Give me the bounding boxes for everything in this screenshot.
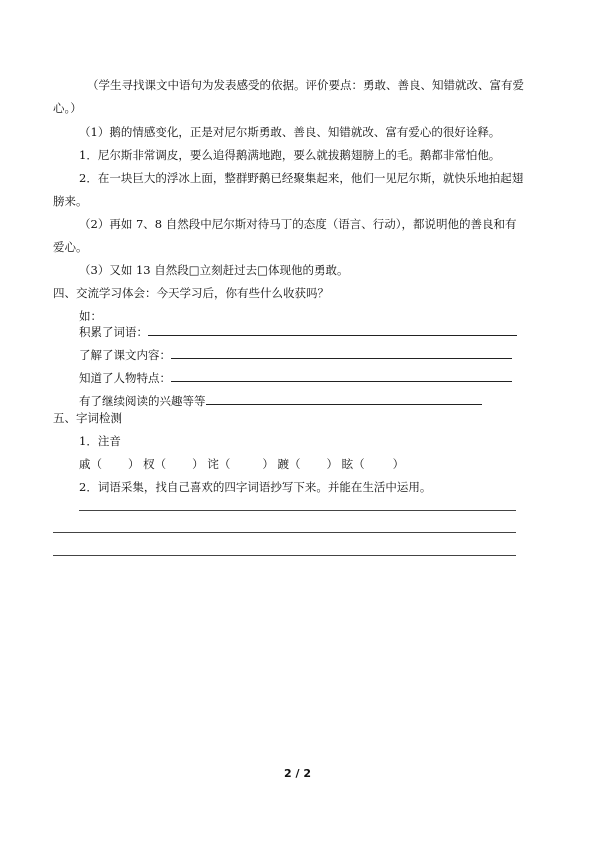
bracket-open: （ <box>288 457 301 471</box>
bracket-close: ） <box>392 457 405 471</box>
answer-line[interactable] <box>171 370 512 382</box>
bracket-open: （ <box>353 457 365 471</box>
paragraph-line: 膀来。 <box>53 194 88 208</box>
pinyin-char: 戚 <box>79 457 91 471</box>
paragraph-line: 心。） <box>53 101 82 115</box>
bracket-close: ） <box>128 457 140 471</box>
fill-in-label: 知道了人物特点： <box>79 371 171 385</box>
bracket-open: （ <box>218 457 231 471</box>
section-heading: 四、交流学习体会：今天学习后，你有些什么收获吗？ <box>53 286 329 300</box>
paragraph-line: （1）鹅的情感变化，正是对尼尔斯勇敢、善良、知错就改、富有爱心的很好诠释。 <box>79 125 501 139</box>
example-label: 如： <box>79 309 102 323</box>
question-label: 1．注音 <box>79 434 121 448</box>
question-label: 2．词语采集，找自己喜欢的四字词语抄写下来。并能在生活中运用。 <box>79 480 432 494</box>
bracket-close: ） <box>192 457 204 471</box>
bracket-close: ） <box>262 457 274 471</box>
answer-line[interactable] <box>53 532 516 533</box>
pinyin-char: 杈 <box>143 457 155 471</box>
page-number: 2 / 2 <box>284 767 311 780</box>
pinyin-row <box>79 457 404 471</box>
fill-in-item <box>79 393 482 408</box>
bracket-open: （ <box>90 457 102 471</box>
paragraph-line: 2．在一块巨大的浮冰上面，整群野鹅已经聚集起来，他们一见尼尔斯，就快乐地拍起翅 <box>79 171 524 185</box>
paragraph-line: （3）又如 13 自然段□立刻赶过去□体现他的勇敢。 <box>79 263 349 277</box>
fill-in-item <box>79 324 517 339</box>
answer-line[interactable] <box>53 555 516 556</box>
answer-line[interactable] <box>148 324 517 336</box>
answer-line[interactable] <box>79 510 516 511</box>
paragraph-line: （2）再如 7、8 自然段中尼尔斯对待马丁的态度（语言、行动），都说明他的善良和有 <box>79 217 517 231</box>
bracket-open: （ <box>154 457 167 471</box>
paragraph-line: （学生寻找课文中语句为发表感受的依据。评价要点：勇敢、善良、知错就改、富有爱 <box>87 78 524 92</box>
answer-line[interactable] <box>171 347 512 359</box>
bracket-close: ） <box>326 457 338 471</box>
paragraph-line: 1．尼尔斯非常调皮，要么追得鹅满地跑，要么就拔鹅翅膀上的毛。鹅都非常怕他。 <box>79 148 501 162</box>
pinyin-char: 诧 <box>207 457 219 471</box>
pinyin-char: 眩 <box>341 457 354 471</box>
pinyin-char: 踱 <box>277 457 289 471</box>
fill-in-label: 积累了词语： <box>79 325 148 339</box>
fill-in-label: 了解了课文内容： <box>79 348 171 362</box>
section-heading: 五、字词检测 <box>53 411 122 425</box>
fill-in-label: 有了继续阅读的兴趣等等 <box>79 394 206 408</box>
answer-line[interactable] <box>206 393 482 405</box>
paragraph-line: 爱心。 <box>53 240 88 254</box>
fill-in-item <box>79 347 512 362</box>
fill-in-item <box>79 370 512 385</box>
